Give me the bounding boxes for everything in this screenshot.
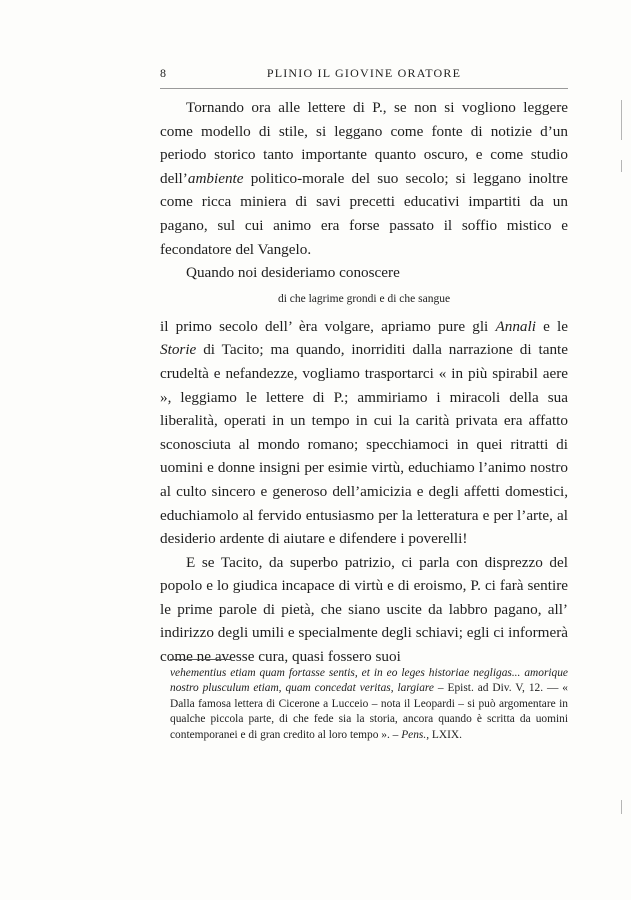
p3-text-b: e le (535, 317, 569, 335)
footnote-italic-pens: Pens., (401, 728, 430, 741)
footnote-text-a: – Epist. ad Div. V, 12. — « Dalla famosa lettera di Cicerone a Lucceio – nota il Leopardi – si può argomentare in qualche piccola parte, di che fede sia la storia, ancora quando è scritta da uomini contemporanei e di gran credito al loro tempo ». – (170, 682, 568, 741)
footnote-rule (170, 659, 230, 660)
p1-text-a: Tornando ora alle lettere di P., se non si vogliono leggere come modello di stile, si leggano come fonte di notizie d’un periodo storico tanto importante quanto oscuro, e come studio dell’ (160, 99, 568, 187)
scan-speck (621, 160, 622, 172)
scan-speck (621, 100, 622, 140)
paragraph-2: Quando noi desideriamo conoscere (186, 264, 400, 282)
p3-text-c: di Tacito; ma quando, inorriditi dalla narrazione di tante crudeltà e nefandezze, vogliamo trasportarci « in più spirabil aere », leggiamo le lettere di P.; ammiriamo i miracoli della sua liberalità, operati in un tempo in cui la carità privata era affatto sconosciuta al mondo romano; specchiamoci in quei ritratti di uomini e donne insigni per esimie virtù, educhiamo l’animo nostro al culto sincero e generoso dell’amicizia e degli affetti domestici, educhiamolo al fervido entusiasmo per la letteratura e per l’arte, al desiderio ardente di aiutare e difendere i poverelli! (160, 341, 568, 548)
footnote-text-b: LXIX. (429, 728, 462, 741)
p1-text-b: politico-morale del suo secolo; si leggano inoltre come ricca miniera di savi precetti educativi impartiti da un pagano, sul cui animo era forse passato il soffio mistico e fecondatore del Vangelo. (160, 169, 568, 258)
verse-quote: di che lagrime grondi e di che sangue (277, 292, 451, 305)
footnote-text (170, 666, 568, 743)
paragraph-1 (160, 96, 568, 261)
scan-speck (621, 800, 622, 814)
page-number: 8 (160, 66, 167, 80)
running-title: PLINIO IL GIOVINE ORATORE (266, 66, 462, 80)
p3-italic-annali: Annali (495, 317, 536, 335)
paragraph-3 (160, 315, 568, 551)
scan-edge-marks (621, 100, 623, 800)
p3-text-a: il primo secolo dell’ èra volgare, apriamo pure gli (160, 317, 496, 335)
p1-italic-ambiente: ambiente (187, 169, 244, 187)
header-rule (160, 88, 568, 89)
paragraph-4: E se Tacito, da superbo patrizio, ci parla con disprezzo del popolo e lo giudica incapace di virtù e di eroismo, P. ci farà sentire le prime parole di pietà, che siano uscite da labbro pagano, all’ indirizzo degli umili e specialmente degli schiavi; egli ci informerà come ne avesse cura, quasi fossero suoi (160, 553, 568, 666)
p3-italic-storie: Storie (160, 341, 197, 359)
main-text (160, 96, 568, 669)
running-header (160, 66, 568, 84)
footnote (170, 666, 568, 743)
footnote-latin-quote: vehementius etiam quam fortasse sentis, et in eo leges historiae negligas... amorique nostro plusculum etiam, quam concedat veritas, largiare (170, 667, 568, 695)
